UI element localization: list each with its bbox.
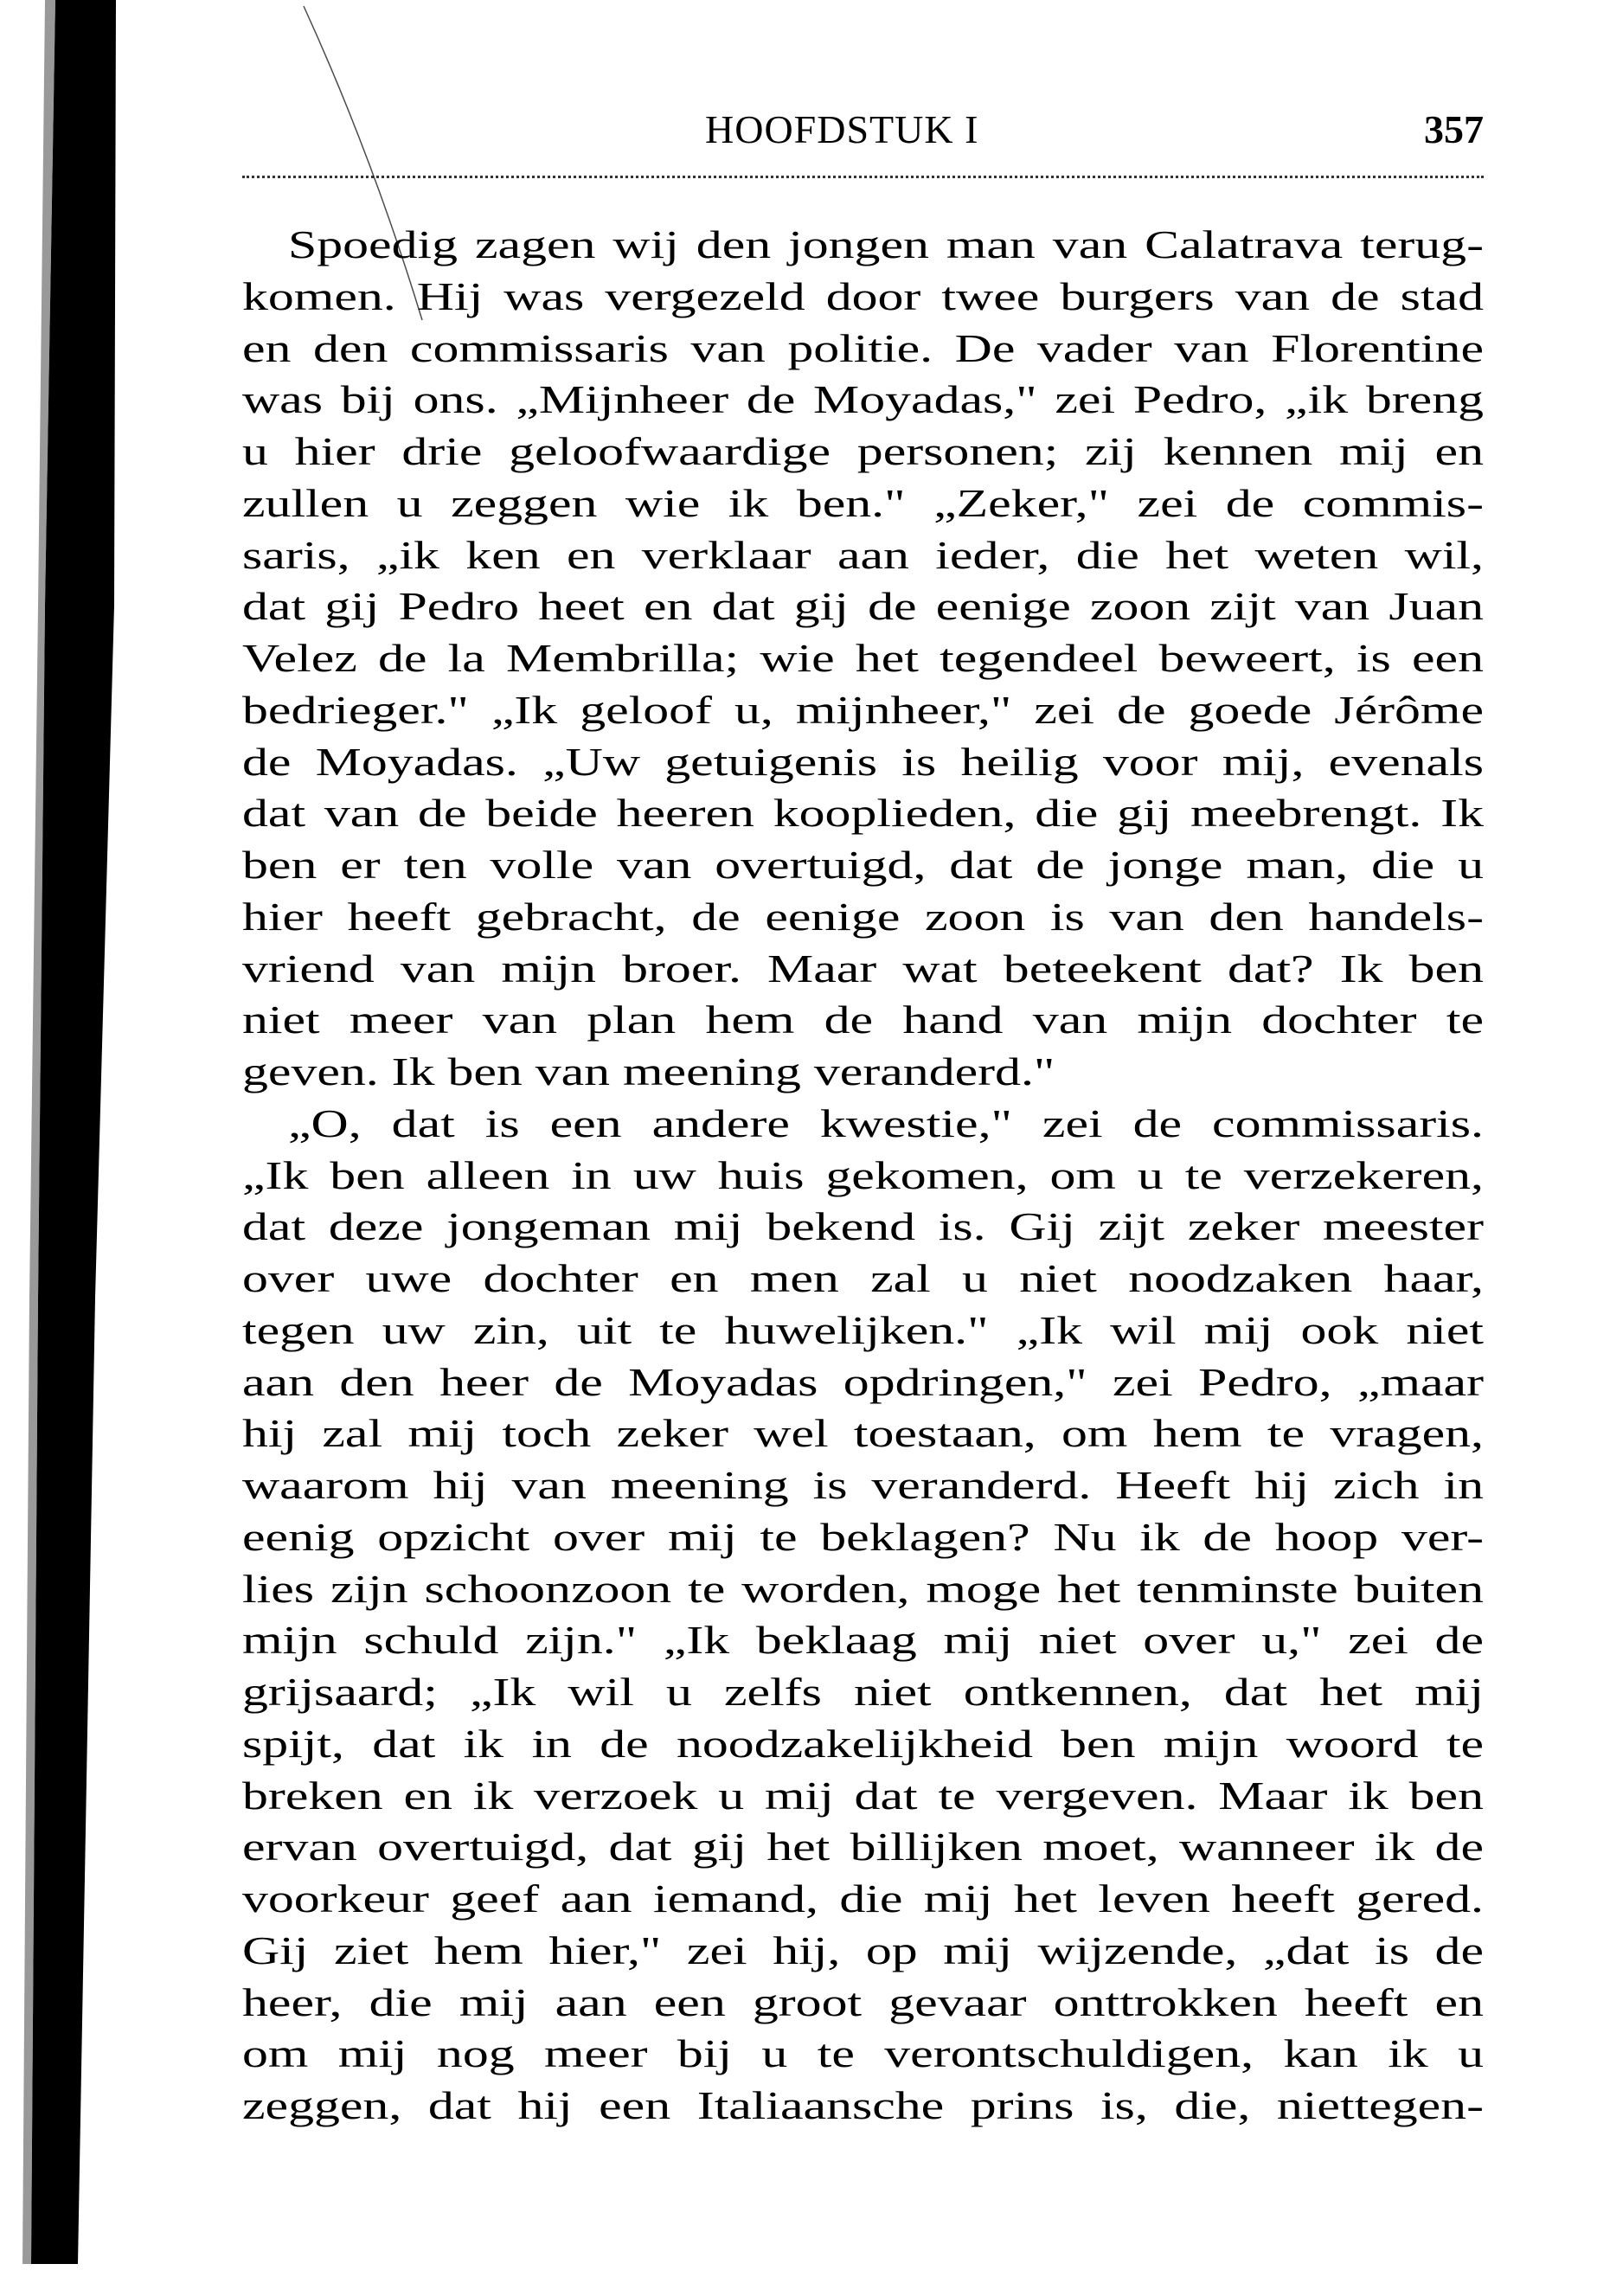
text-line: voorkeur geef aan iemand, die mij het leven heeft gered.	[242, 1876, 1484, 1921]
text-line: breken en ik verzoek u mij dat te vergeven. Maar ik ben	[242, 1773, 1484, 1818]
text-line: ben er ten volle van overtuigd, dat de jonge man, die u	[242, 843, 1484, 887]
text-line: zullen u zeggen wie ik ben." „Zeker," zei de commis-	[242, 480, 1484, 525]
text-line: om mij nog meer bij u te verontschuldigen, kan ik u	[242, 2031, 1484, 2076]
text-line: bedrieger." „Ik geloof u, mijnheer," zei de goede Jérôme	[242, 687, 1484, 732]
page-number: 357	[1424, 107, 1484, 151]
text-line: vriend van mijn broer. Maar wat beteekent dat? Ik ben	[242, 946, 1484, 991]
text-line: en den commissaris van politie. De vader van Florentine	[242, 325, 1484, 370]
text-line: geven. Ik ben van meening veranderd."	[242, 1049, 1055, 1093]
text-line: eenig opzicht over mij te beklagen? Nu ik de hoop ver-	[242, 1514, 1485, 1559]
text-line: Spoedig zagen wij den jongen man van Calatrava terug-	[288, 222, 1485, 266]
text-line: de Moyadas. „Uw getuigenis is heilig voor mij, evenals	[242, 739, 1484, 784]
text-line: saris, „ik ken en verklaar aan ieder, die het weten wil,	[242, 532, 1485, 577]
text-line: dat deze jongeman mij bekend is. Gij zijt zeker meester	[242, 1204, 1484, 1249]
text-line: dat gij Pedro heet en dat gij de eenige zoon zijt van Juan	[242, 584, 1484, 629]
text-line: Velez de la Membrilla; wie het tegendeel beweert, is een	[242, 636, 1484, 680]
text-line: hij zal mij toch zeker wel toestaan, om hem te vragen,	[242, 1411, 1484, 1456]
text-line: spijt, dat ik in de noodzakelijkheid ben mijn woord te	[242, 1721, 1484, 1766]
text-line: u hier drie geloofwaardige personen; zij kennen mij en	[242, 429, 1484, 473]
text-line: waarom hij van meening is veranderd. Heeft hij zich in	[242, 1463, 1485, 1507]
text-line: mijn schuld zijn." „Ik beklaag mij niet over u," zei de	[242, 1618, 1484, 1663]
text-line: over uwe dochter en men zal u niet noodzaken haar,	[242, 1256, 1484, 1300]
text-line: zeggen, dat hij een Italiaansche prins is, die, niettegen-	[242, 2083, 1484, 2127]
text-line: ervan overtuigd, dat gij het billijken moet, wanneer ik de	[242, 1825, 1485, 1870]
text-line: „Ik ben alleen in uw huis gekomen, om u te verzekeren,	[242, 1152, 1484, 1197]
text-line: tegen uw zin, uit te huwelijken." „Ik wil mij ook niet	[242, 1307, 1485, 1352]
text-line: „O, dat is een andere kwestie," zei de commissaris.	[288, 1100, 1485, 1145]
text-line: aan den heer de Moyadas opdringen," zei Pedro, „maar	[242, 1359, 1484, 1404]
text-line: hier heeft gebracht, de eenige zoon is van den handels-	[242, 894, 1484, 939]
text-line: Gij ziet hem hier," zei hij, op mij wijzende, „dat is de	[242, 1927, 1484, 1972]
text-line: dat van de beide heeren kooplieden, die gij meebrengt. Ik	[242, 791, 1484, 836]
text-line: lies zijn schoonzoon te worden, moge het tenminste buiten	[242, 1566, 1484, 1611]
text-line: grijsaard; „Ik wil u zelfs niet ontkennen, dat het mij	[242, 1670, 1485, 1714]
text-line: komen. Hij was vergezeld door twee burgers van de stad	[242, 273, 1484, 318]
text-line: was bij ons. „Mijnheer de Moyadas," zei Pedro, „ik breng	[242, 377, 1484, 422]
text-line: heer, die mij aan een groot gevaar onttrokken heeft en	[242, 1979, 1484, 2024]
text-line: niet meer van plan hem de hand van mijn dochter te	[242, 997, 1484, 1042]
running-head: HOOFDSTUK I	[705, 107, 979, 151]
